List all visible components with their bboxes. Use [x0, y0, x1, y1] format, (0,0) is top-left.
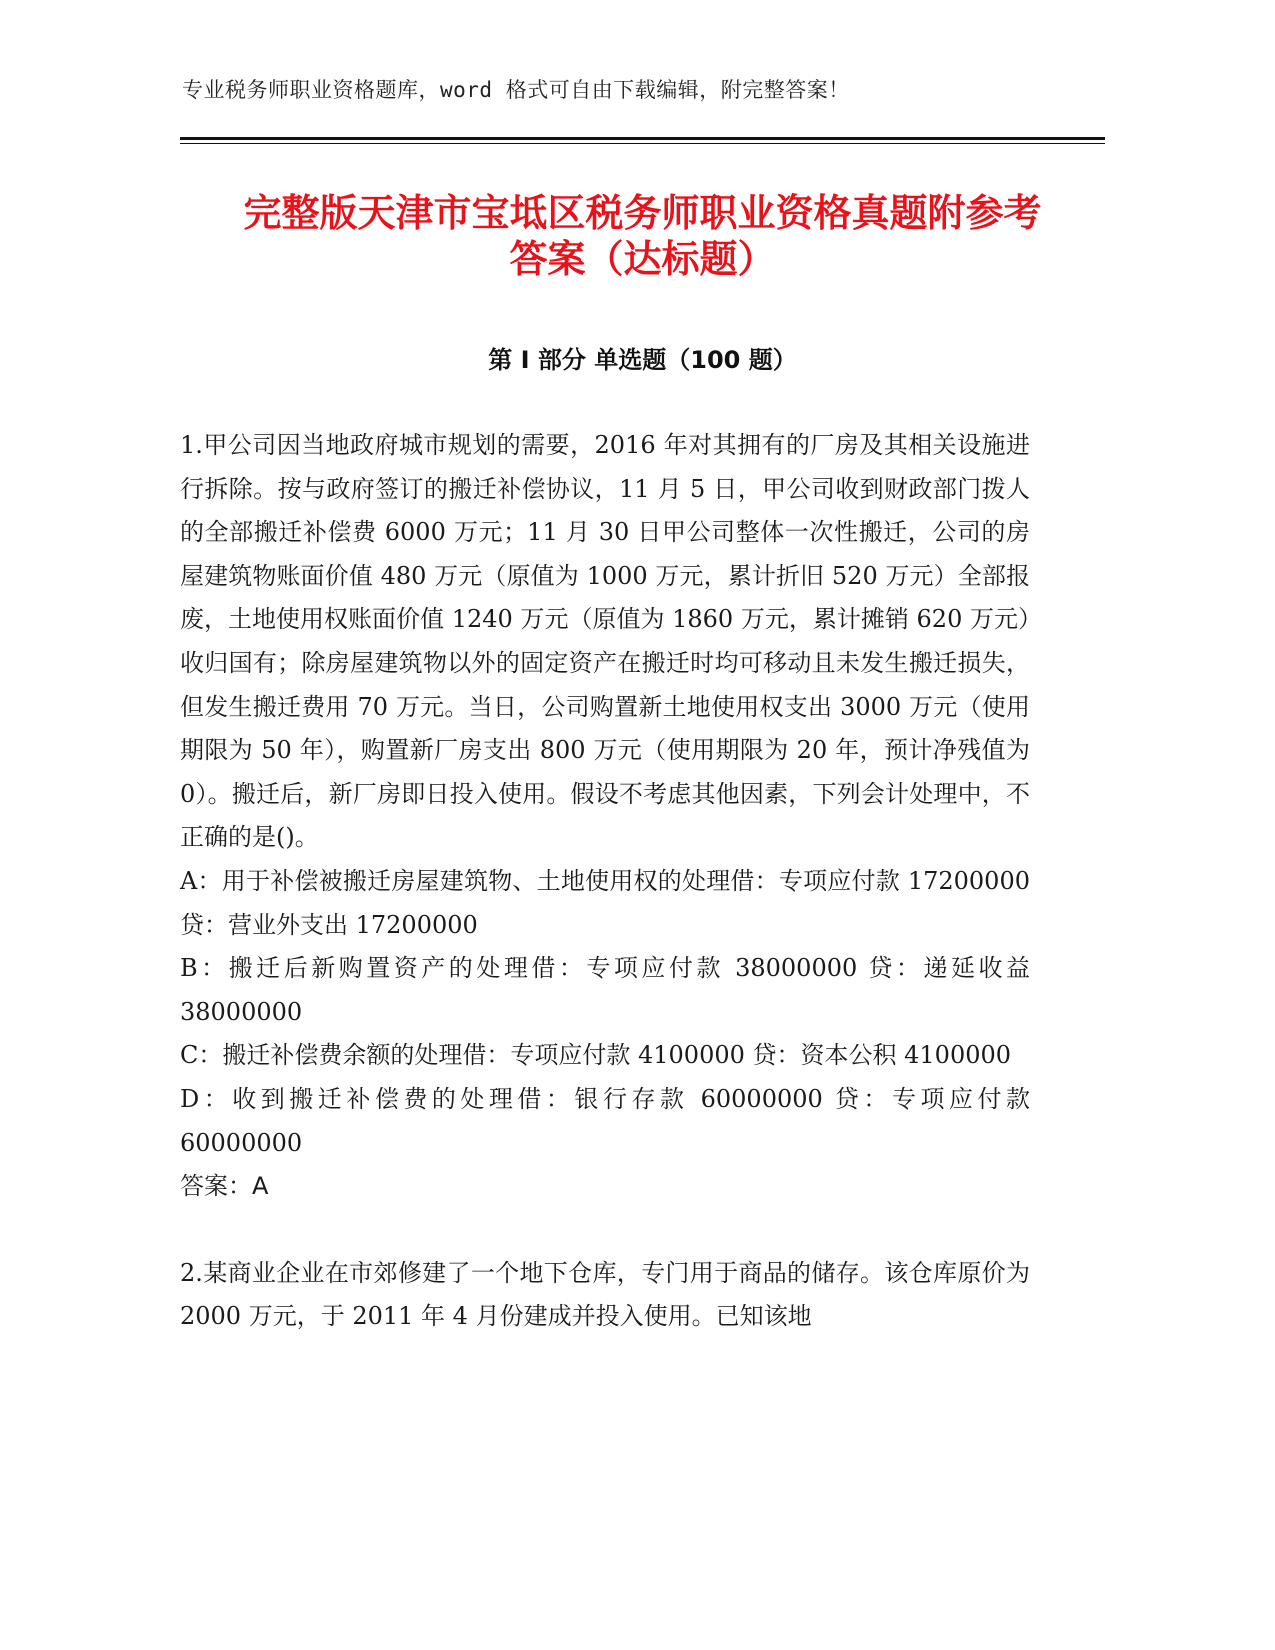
question-stem: 1.甲公司因当地政府城市规划的需要，2016 年对其拥有的厂房及其相关设施进行拆除。按与政府签订的搬迁补偿协议，11 月 5 日，甲公司收到财政部门拨人的全部搬迁补偿费 6000 万元；11 月 30 日甲公司整体一次性搬迁，公司的房屋建筑物账面价值 480 万元（原值为 1000 万元，累计折旧 520 万元）全部报废，土地使用权账面价值 1240 万元（原值为 1860 万元，累计摊销 620 万元）收归国有；除房屋建筑物以外的固定资产在搬迁时均可移动且未发生搬迁损失，但发生搬迁费用 70 万元。当日，公司购置新土地使用权支出 3000 万元（使用期限为 50 年），购置新厂房支出 800 万元（使用期限为 20 年，预计净残值为 0）。搬迁后，新厂房即日投入使用。假设不考虑其他因素，下列会计处理中，不正确的是()。	[180, 431, 1030, 852]
option-c: C：搬迁补偿费余额的处理借：专项应付款 4100000 贷：资本公积 4100000	[180, 1041, 1012, 1070]
question-2	[180, 1252, 1030, 1339]
question-stem: 2.某商业企业在市郊修建了一个地下仓库，专门用于商品的储存。该仓库原价为 2000 万元，于 2011 年 4 月份建成并投入使用。已知该地	[180, 1258, 1030, 1331]
question-gap	[180, 1209, 1030, 1252]
question-1	[180, 424, 1030, 1209]
section-title: 第 I 部分 单选题（100 题）	[488, 346, 797, 374]
document-title: 完整版天津市宝坻区税务师职业资格真题附参考答案（达标题）	[243, 191, 1042, 281]
option-b: B：搬迁后新购置资产的处理借：专项应付款 38000000 贷：递延收益 38000000	[180, 954, 1030, 1026]
answer-line: 答案：A	[180, 1172, 269, 1201]
header-divider-thin	[180, 143, 1105, 144]
option-a: A：用于补偿被搬迁房屋建筑物、土地使用权的处理借：专项应付款 17200000 贷：营业外支出 17200000	[180, 866, 1030, 939]
header-note: 专业税务师职业资格题库，word 格式可自由下载编辑，附完整答案！	[182, 78, 850, 102]
document-body	[180, 424, 1030, 1339]
option-d: D：收到搬迁补偿费的处理借：银行存款 60000000 贷：专项应付款 60000000	[180, 1084, 1030, 1157]
header-divider-thick	[180, 137, 1105, 140]
